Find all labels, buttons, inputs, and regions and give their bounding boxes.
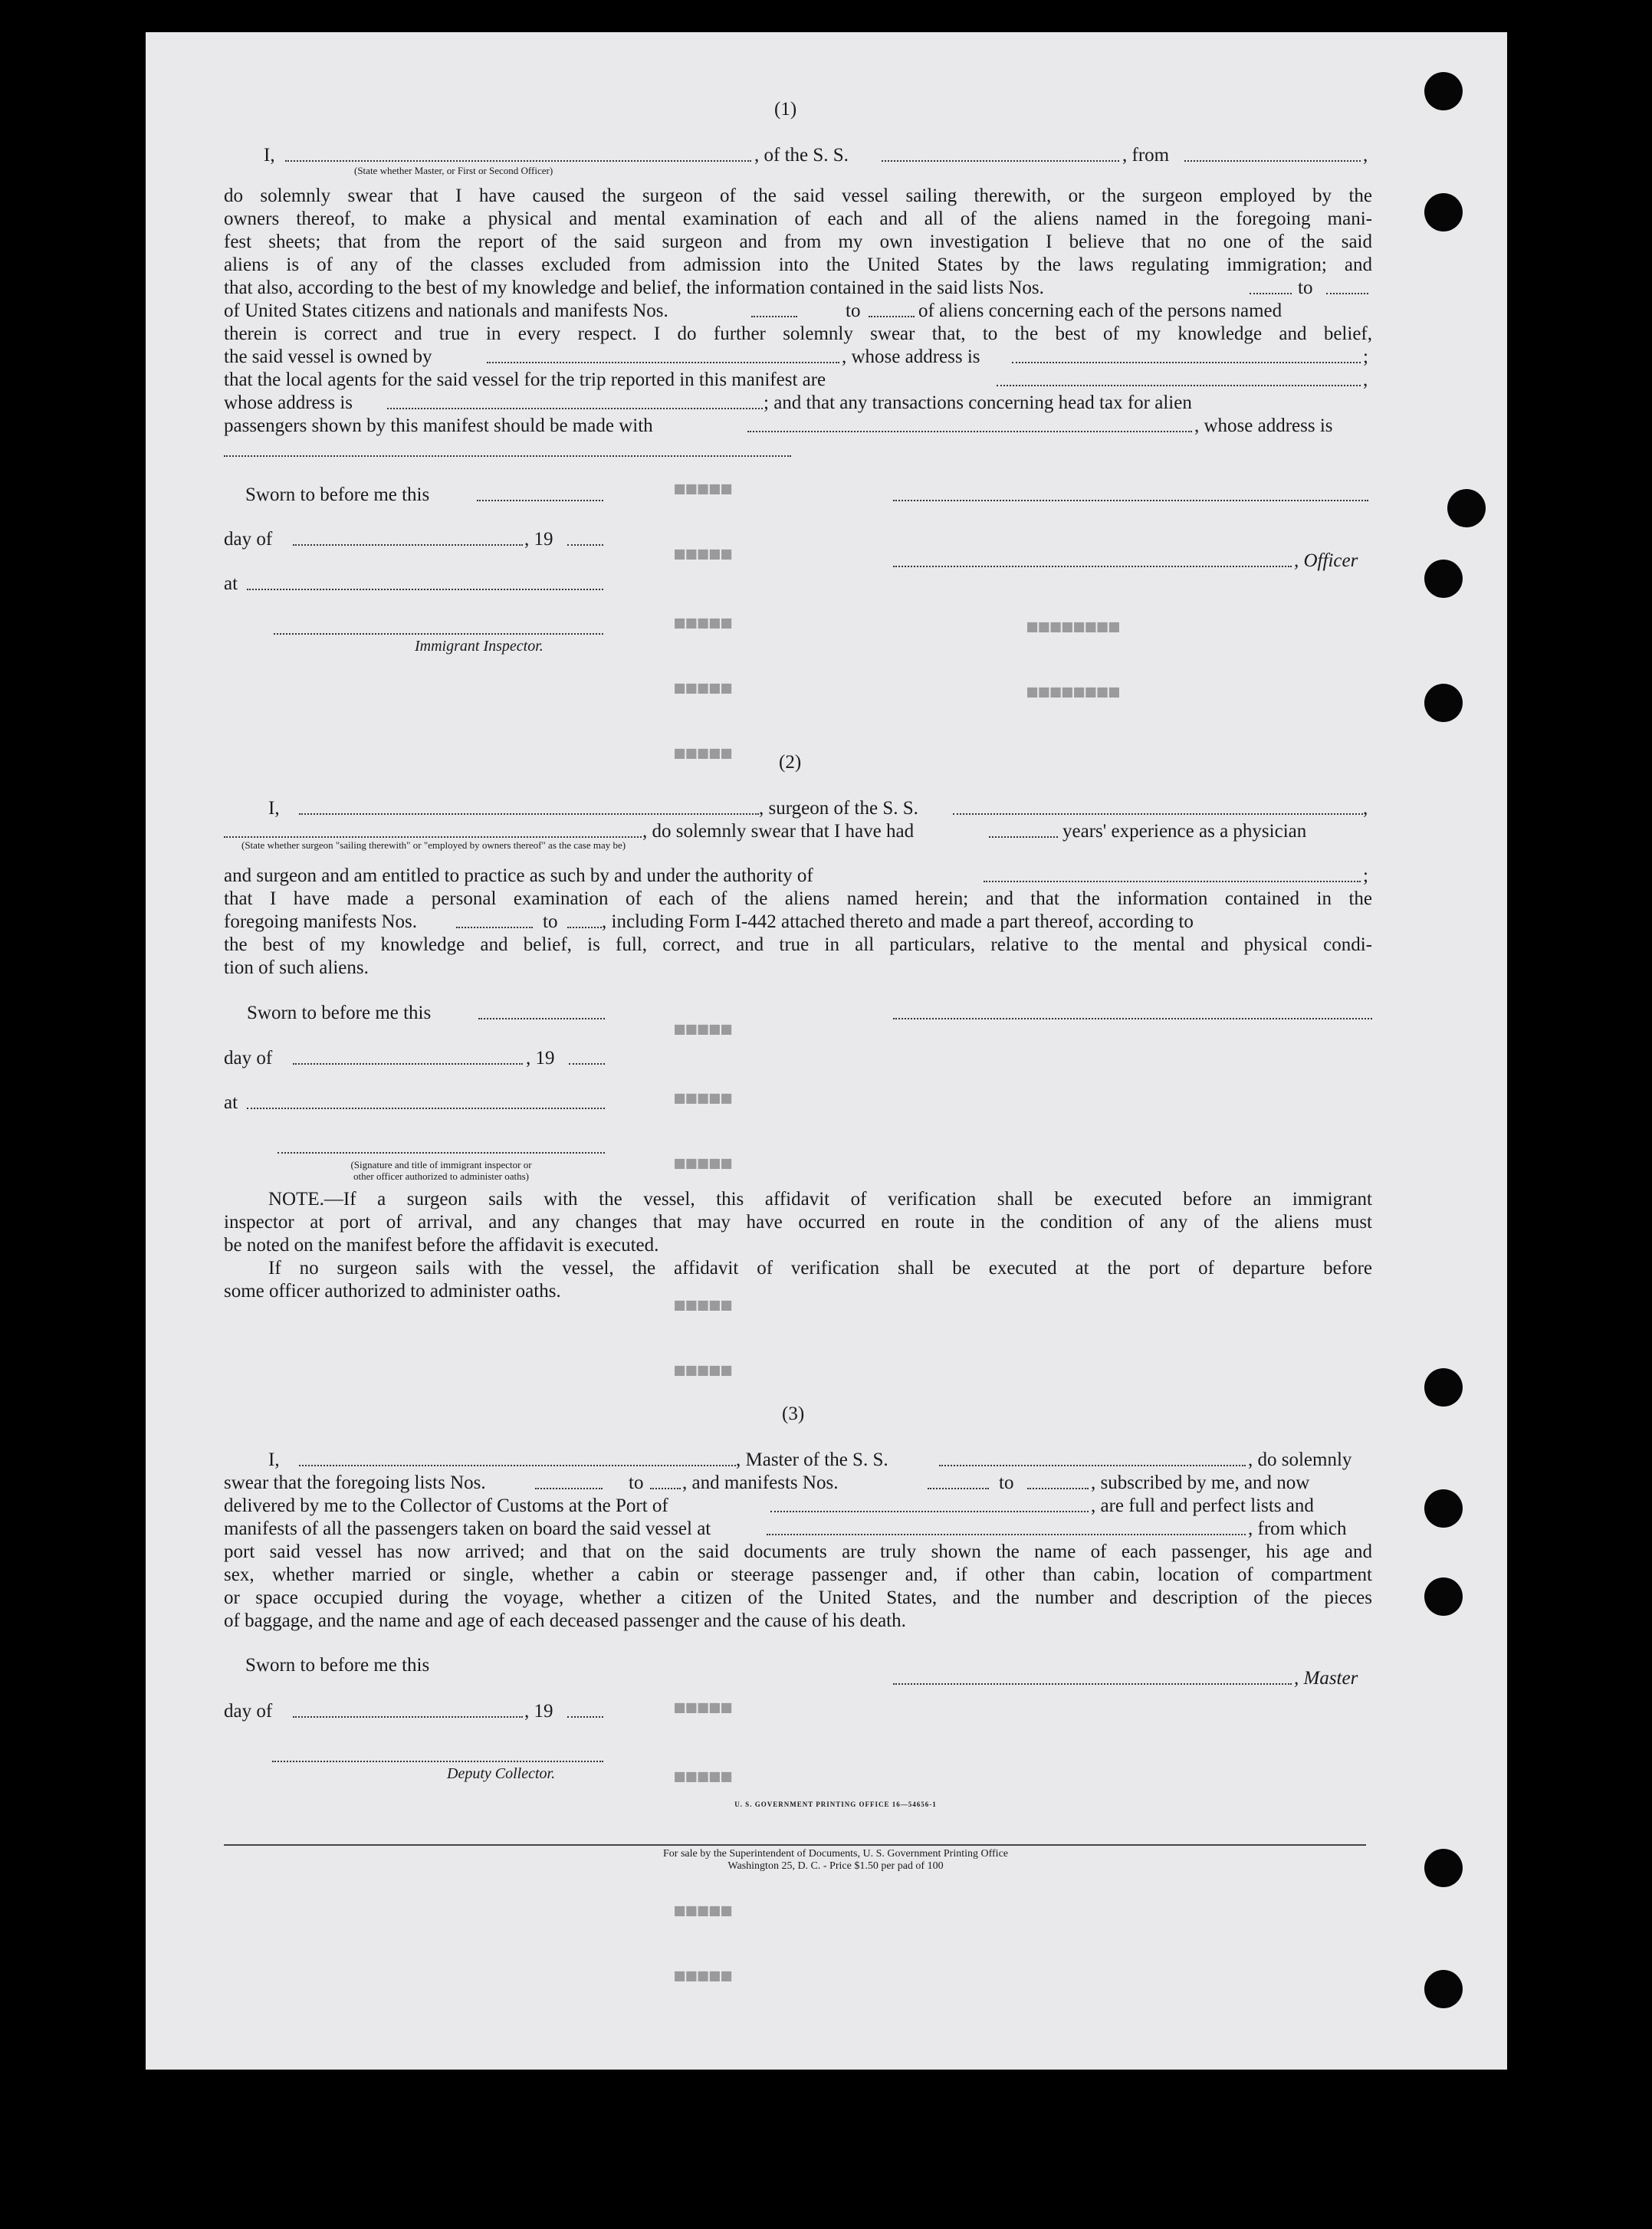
- vessel-name-field[interactable]: [882, 160, 1119, 162]
- section-3-line-g: of baggage, and the name and age of each deceased passenger and the cause of his death.: [224, 1610, 906, 1631]
- section-3-manifests-to-field[interactable]: [1027, 1488, 1089, 1489]
- section-1-month-field[interactable]: [293, 544, 523, 546]
- section-1-line-c: fest sheets; that from the report of the said surgeon and from my own investigation I believe that no one of the said: [224, 231, 1372, 252]
- agents-address-field[interactable]: [387, 408, 763, 409]
- section-2-semicolon: ;: [1363, 865, 1368, 886]
- embarkation-port-field[interactable]: [767, 1534, 1246, 1535]
- section-2-caption: (State whether surgeon "sailing therewith" or "employed by owners thereof" as the case may be): [241, 839, 626, 851]
- section-1-comma: ,: [1363, 145, 1368, 166]
- note-line-a: NOTE.—If a surgeon sails with the vessel, this affidavit of verification shall be executed before an immigrant: [268, 1189, 1372, 1210]
- section-2-sworn-date-field[interactable]: [478, 1018, 605, 1019]
- surgeon-signature-line[interactable]: [893, 1018, 1372, 1019]
- inspector-label: Immigrant Inspector.: [415, 638, 544, 655]
- bleed-through-mark: ■■■■■: [675, 1295, 734, 1315]
- bleed-through-mark: ■■■■■: [675, 1361, 734, 1380]
- section-2-swear: , do solemnly swear that I have had: [642, 821, 915, 842]
- section-1-year: , 19: [524, 529, 553, 550]
- sig-caption-1: (Signature and title of immigrant inspector or: [350, 1159, 532, 1170]
- bleed-through-mark: ■■■■■: [675, 613, 734, 632]
- section-3-year: , 19: [524, 1701, 553, 1722]
- lists-to-field[interactable]: [1326, 293, 1368, 294]
- master-name-field[interactable]: [285, 160, 751, 162]
- section-3-from-which: , from which: [1248, 1518, 1347, 1539]
- section-1-at: at: [224, 573, 238, 594]
- section-2-line-c: foregoing manifests Nos.: [224, 911, 418, 932]
- manifests-from-field[interactable]: [751, 316, 797, 317]
- section-1-line-e: that also, according to the best of my knowledge and belief, the information contained in the said lists Nos.: [224, 277, 1044, 298]
- bleed-through-mark: ■■■■■: [675, 1698, 734, 1717]
- section-2-line-b: that I have made a personal examination of each of the aliens named herein; and that the information contained in the: [224, 888, 1372, 909]
- section-1-line-a: do solemnly swear that I have caused the surgeon of the said vessel sailing therewith, or the surgeon employed by the: [224, 185, 1372, 206]
- section-2-years: years' experience as a physician: [1062, 821, 1307, 842]
- section-1-i: I,: [264, 145, 275, 166]
- punch-hole: [1424, 1849, 1463, 1887]
- section-2-manifests-to-field[interactable]: [567, 927, 602, 928]
- bleed-through-mark: ■■■■■■■■: [1027, 617, 1121, 636]
- officer-signature-line-2[interactable]: [893, 566, 1292, 567]
- years-experience-field[interactable]: [989, 836, 1058, 838]
- master-signature-line[interactable]: [893, 1683, 1292, 1685]
- punch-hole: [1424, 1970, 1463, 2008]
- section-1-comma-2: ,: [1363, 369, 1368, 390]
- sig-caption-2: other officer authorized to administer oaths): [353, 1170, 529, 1182]
- section-1-whose-address-2: , whose address is: [1194, 415, 1333, 436]
- section-3-line-d: port said vessel has now arrived; and that on the said documents are truly shown the name of each passenger, his age and: [224, 1541, 1372, 1562]
- punch-hole: [1424, 1368, 1463, 1407]
- bleed-through-mark: ■■■■■: [675, 479, 734, 498]
- officer-label: , Officer: [1294, 550, 1358, 571]
- section-1-line-i: that the local agents for the said vessel for the trip reported in this manifest are: [224, 369, 826, 390]
- section-1-year-field[interactable]: [567, 544, 603, 546]
- section-1-number: (1): [774, 99, 797, 120]
- section-2-vessel-field[interactable]: [953, 813, 1363, 815]
- section-2-line-a: and surgeon and am entitled to practice as such by and under the authority of: [224, 865, 813, 886]
- head-tax-party-field[interactable]: [747, 431, 1192, 432]
- section-3-full-perfect: , are full and perfect lists and: [1091, 1495, 1314, 1516]
- section-3-master-of: , Master of the S. S.: [736, 1449, 888, 1470]
- section-3-line-b: delivered by me to the Collector of Customs at the Port of: [224, 1495, 668, 1516]
- bleed-through-mark: ■■■■■: [675, 744, 734, 763]
- note-line-e: some officer authorized to administer oaths.: [224, 1281, 561, 1302]
- sale-line-1: For sale by the Superintendent of Documents, U. S. Government Printing Office: [663, 1848, 1008, 1860]
- owner-field[interactable]: [487, 362, 839, 363]
- section-3-sworn: Sworn to before me this: [245, 1655, 430, 1676]
- section-3-i: I,: [268, 1449, 280, 1470]
- section-1-place-field[interactable]: [247, 589, 603, 590]
- section-2-surgeon-of: , surgeon of the S. S.: [759, 798, 918, 819]
- punch-hole: [1424, 193, 1463, 231]
- section-3-lists-from-field[interactable]: [535, 1488, 603, 1489]
- section-2-at: at: [224, 1092, 238, 1113]
- section-2-inspector-signature-line[interactable]: [278, 1152, 605, 1154]
- section-3-year-field[interactable]: [567, 1716, 603, 1718]
- note-line-b: inspector at port of arrival, and any changes that may have occurred en route in the condition of any of the aliens must: [224, 1212, 1372, 1233]
- section-3-subscribed: , subscribed by me, and now: [1091, 1472, 1310, 1493]
- section-1-day-of: day of: [224, 529, 273, 550]
- surgeon-status-field[interactable]: [224, 836, 642, 838]
- section-2-line-d: the best of my knowledge and belief, is full, correct, and true in all particulars, relative to the mental and physical condi-: [224, 934, 1372, 955]
- punch-hole: [1424, 72, 1463, 110]
- section-1-of-aliens: of aliens concerning each of the persons named: [918, 300, 1283, 321]
- section-1-to: to: [1298, 277, 1313, 298]
- departure-port-field[interactable]: [1184, 160, 1361, 162]
- section-3-to: to: [629, 1472, 644, 1493]
- surgeon-name-field[interactable]: [299, 813, 759, 815]
- bleed-through-mark: ■■■■■■■■: [1027, 682, 1121, 701]
- section-2-year: , 19: [526, 1048, 555, 1069]
- section-3-line-a: swear that the foregoing lists Nos.: [224, 1472, 486, 1493]
- section-2-form: , including Form I-442 attached thereto and made a part thereof, according to: [602, 911, 1194, 932]
- section-3-lists-to-field[interactable]: [650, 1488, 681, 1489]
- manifests-to-field[interactable]: [869, 316, 915, 317]
- section-1-sworn-date-field[interactable]: [477, 500, 603, 501]
- section-2-year-field[interactable]: [569, 1063, 605, 1065]
- section-3-master-name-field[interactable]: [299, 1465, 736, 1466]
- bleed-through-mark: ■■■■■: [675, 1088, 734, 1108]
- punch-hole: [1424, 560, 1463, 598]
- gpo-imprint: U. S. GOVERNMENT PRINTING OFFICE 16—54656-1: [734, 1801, 937, 1808]
- section-2-place-field[interactable]: [247, 1108, 605, 1109]
- section-1-line-b: owners thereof, to make a physical and mental examination of each and all of the aliens named in the foregoing mani-: [224, 208, 1372, 229]
- master-label: , Master: [1294, 1668, 1358, 1689]
- section-1-line-d: aliens is of any of the classes excluded from admission into the United States by the laws regulating immigration; and: [224, 254, 1372, 275]
- bleed-through-mark: ■■■■■: [675, 544, 734, 563]
- bleed-through-mark: ■■■■■: [675, 1154, 734, 1173]
- collector-label: Deputy Collector.: [447, 1765, 556, 1782]
- officer-signature-line-1[interactable]: [893, 500, 1368, 501]
- section-3-and-manifests: , and manifests Nos.: [682, 1472, 839, 1493]
- section-1-line-g: therein is correct and true in every respect. I do further solemnly swear that, to the best of my knowledge and belief,: [224, 323, 1372, 344]
- bleed-through-mark: ■■■■■: [675, 1767, 734, 1786]
- section-3-month-field[interactable]: [293, 1716, 523, 1718]
- owner-address-field[interactable]: [1012, 362, 1361, 363]
- section-1-of-ss: , of the S. S.: [754, 145, 849, 166]
- section-1-line-k: passengers shown by this manifest should be made with: [224, 415, 653, 436]
- punch-hole: [1424, 1577, 1463, 1616]
- head-tax-address-field[interactable]: [224, 455, 791, 457]
- section-1-line-f: of United States citizens and nationals and manifests Nos.: [224, 300, 668, 321]
- section-1-caption: (State whether Master, or First or Second Officer): [354, 165, 553, 176]
- section-3-day-of: day of: [224, 1701, 273, 1722]
- section-1-line-h: the said vessel is owned by: [224, 346, 432, 367]
- section-3-number: (3): [782, 1403, 805, 1424]
- section-2-manifests-from-field[interactable]: [456, 927, 533, 928]
- lists-from-field[interactable]: [1250, 293, 1292, 294]
- section-2-i: I,: [268, 798, 280, 819]
- section-3-do-solemnly: , do solemnly: [1248, 1449, 1352, 1470]
- bleed-through-mark: ■■■■■: [675, 1966, 734, 1985]
- local-agents-field[interactable]: [997, 385, 1361, 386]
- bleed-through-mark: ■■■■■: [675, 1019, 734, 1039]
- punch-hole: [1424, 1489, 1463, 1528]
- sale-line-2: Washington 25, D. C. - Price $1.50 per pad of 100: [727, 1860, 944, 1872]
- section-2-day-of: day of: [224, 1048, 273, 1069]
- section-3-line-e: sex, whether married or single, whether a cabin or steerage passenger and, if other than cabin, location of compartment: [224, 1564, 1372, 1585]
- punch-hole: [1424, 684, 1463, 722]
- bleed-through-mark: ■■■■■: [675, 678, 734, 698]
- punch-hole: [1447, 489, 1486, 527]
- section-1-line-j: whose address is: [224, 392, 353, 413]
- note-line-d: If no surgeon sails with the vessel, the affidavit of verification shall be executed at the port of departure before: [268, 1258, 1372, 1279]
- section-3-to-2: to: [999, 1472, 1014, 1493]
- note-line-c: be noted on the manifest before the affidavit is executed.: [224, 1235, 659, 1256]
- section-1-whose-address: , whose address is: [842, 346, 980, 367]
- section-1-sworn: Sworn to before me this: [245, 484, 430, 505]
- section-2-sworn: Sworn to before me this: [247, 1003, 432, 1023]
- section-1-to-2: to: [846, 300, 861, 321]
- section-1-semicolon: ;: [1363, 346, 1368, 367]
- section-3-vessel-field[interactable]: [939, 1465, 1246, 1466]
- footer-rule: [224, 1844, 1366, 1846]
- bleed-through-mark: ■■■■■: [675, 1901, 734, 1920]
- license-authority-field[interactable]: [984, 881, 1361, 882]
- section-2-number: (2): [779, 752, 802, 773]
- section-3-line-c: manifests of all the passengers taken on board the said vessel at: [224, 1518, 711, 1539]
- section-2-comma: ,: [1363, 798, 1368, 819]
- collector-port-field[interactable]: [770, 1511, 1089, 1512]
- section-2-to: to: [543, 911, 558, 932]
- section-1-from: , from: [1122, 145, 1170, 166]
- section-3-manifests-from-field[interactable]: [928, 1488, 989, 1489]
- section-3-line-f: or space occupied during the voyage, whether a citizen of the United States, and the number and description of the pieces: [224, 1587, 1372, 1608]
- section-2-month-field[interactable]: [293, 1063, 523, 1065]
- section-2-line-e: tion of such aliens.: [224, 957, 369, 978]
- section-1-head-tax: ; and that any transactions concerning head tax for alien: [764, 392, 1192, 413]
